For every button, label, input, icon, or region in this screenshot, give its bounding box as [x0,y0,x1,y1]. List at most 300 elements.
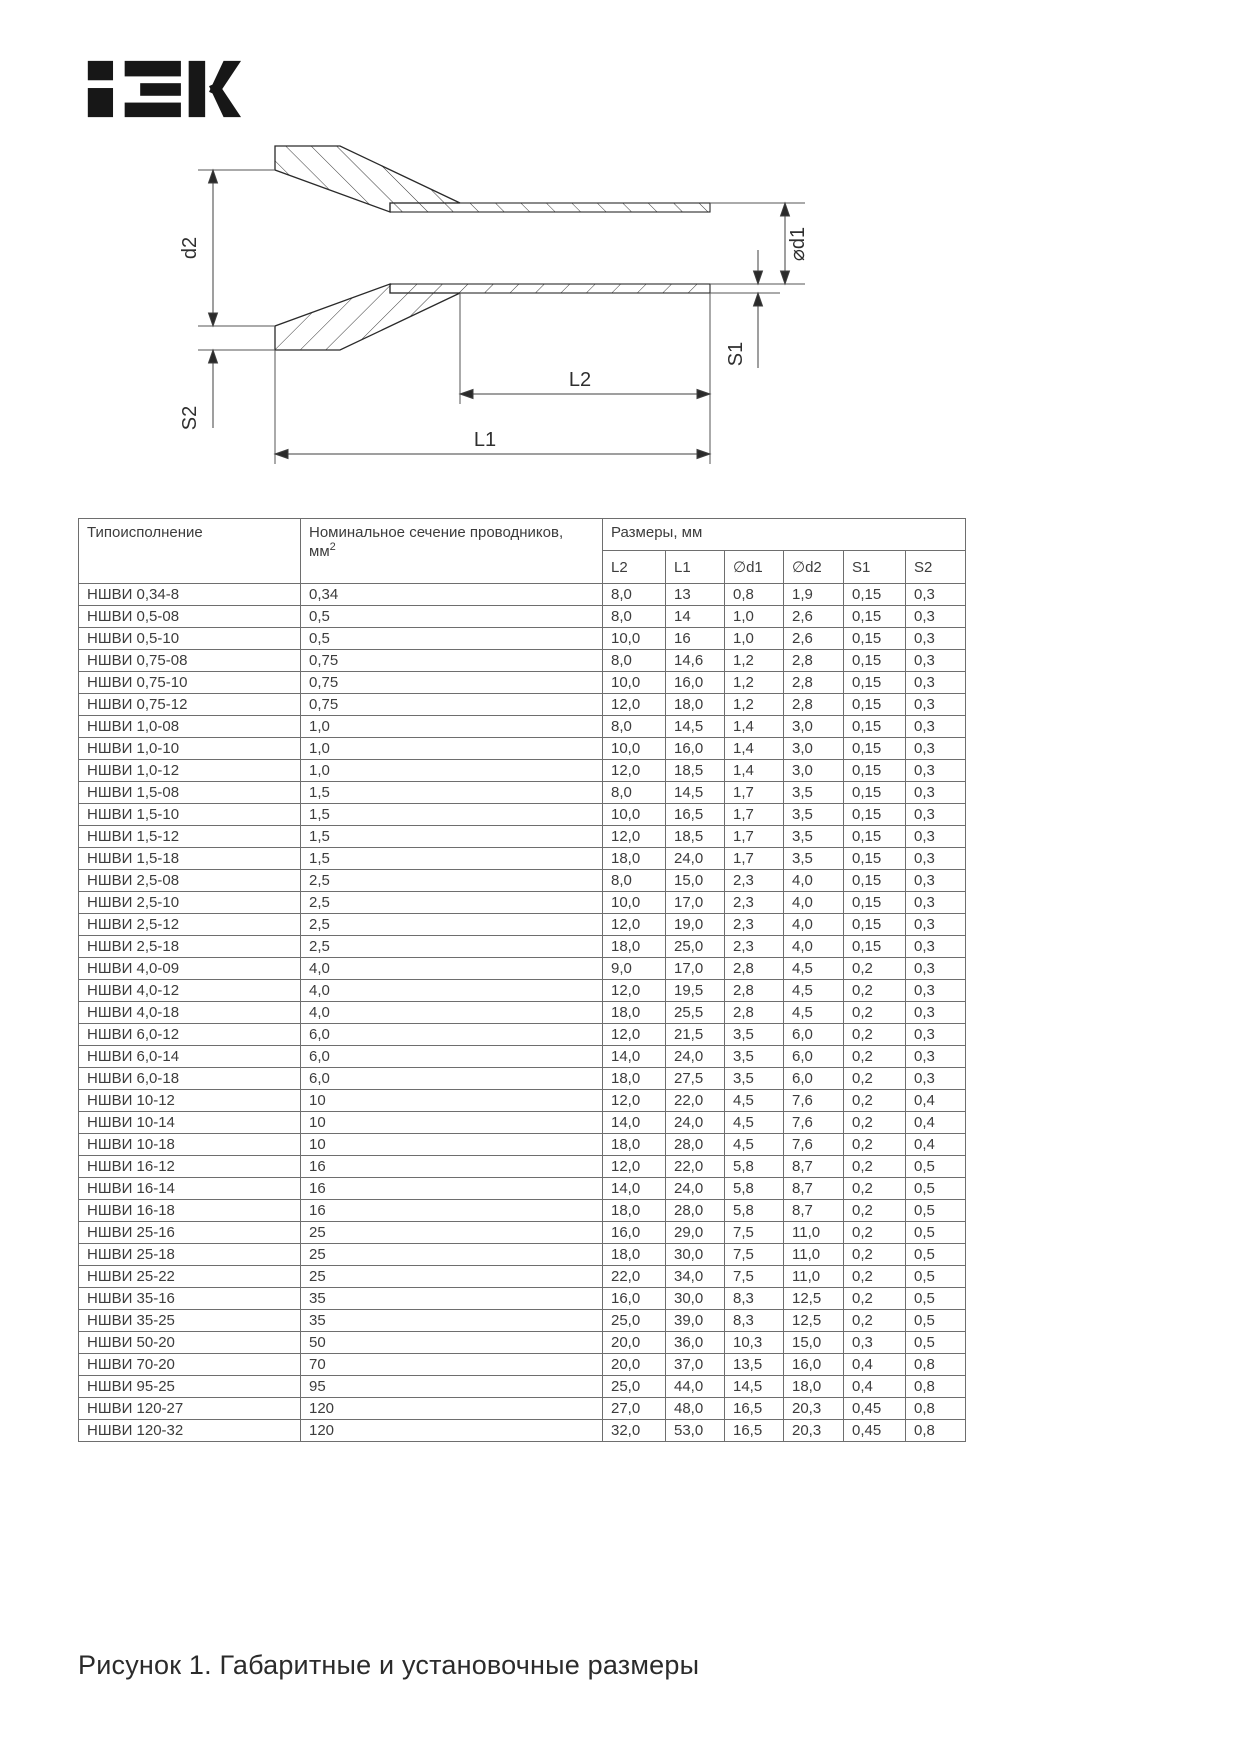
cell-value: 0,15 [844,628,906,650]
cell-value: 0,2 [844,980,906,1002]
cell-value: 0,2 [844,1046,906,1068]
cell-value: 3,5 [784,782,844,804]
cell-value: 0,5 [906,1222,966,1244]
cell-type: НШВИ 16-18 [79,1200,301,1222]
logo-e-top [125,61,181,77]
cell-value: 1,5 [301,826,603,848]
table-row [79,760,966,782]
cell-value: 10,0 [603,672,666,694]
cell-type: НШВИ 0,75-12 [79,694,301,716]
cell-value: 16,5 [725,1398,784,1420]
cell-value: 18,0 [603,848,666,870]
cell-value: 8,3 [725,1310,784,1332]
cell-value: 0,3 [906,1024,966,1046]
cell-value: 0,15 [844,716,906,738]
cell-value: 10,0 [603,738,666,760]
table-row [79,1002,966,1024]
cell-value: 3,0 [784,760,844,782]
cell-value: 3,0 [784,738,844,760]
cell-value: 1,2 [725,672,784,694]
cell-value: 5,8 [725,1200,784,1222]
cell-value: 12,0 [603,1024,666,1046]
cell-value: 15,0 [784,1332,844,1354]
cell-value: 8,0 [603,870,666,892]
cell-value: 12,0 [603,694,666,716]
cell-value: 4,0 [301,980,603,1002]
cell-value: 34,0 [666,1266,725,1288]
cell-value: 0,3 [906,782,966,804]
cell-value: 27,5 [666,1068,725,1090]
cell-value: 0,3 [906,1046,966,1068]
cell-value: 4,5 [725,1090,784,1112]
cell-value: 18,0 [603,1002,666,1024]
cell-value: 0,15 [844,870,906,892]
cell-value: 18,0 [603,1134,666,1156]
cell-type: НШВИ 0,5-08 [79,606,301,628]
cell-value: 13 [666,584,725,606]
cell-value: 12,5 [784,1310,844,1332]
cell-value: 0,5 [906,1332,966,1354]
table-row [79,958,966,980]
cell-value: 25,0 [603,1376,666,1398]
cell-type: НШВИ 4,0-12 [79,980,301,1002]
logo-i-dot [88,61,113,80]
cell-value: 12,0 [603,914,666,936]
cell-value: 15,0 [666,870,725,892]
cell-value: 0,15 [844,848,906,870]
dimensions-table-body [79,584,966,1442]
cell-value: 12,0 [603,1090,666,1112]
cell-type: НШВИ 16-12 [79,1156,301,1178]
cell-value: 0,2 [844,1200,906,1222]
dimension-drawing [140,128,840,478]
table-row [79,936,966,958]
cell-value: 16,0 [666,672,725,694]
cell-value: 28,0 [666,1134,725,1156]
cell-value: 29,0 [666,1222,725,1244]
cell-value: 4,5 [725,1134,784,1156]
figure-caption: Рисунок 1. Габаритные и установочные размеры [78,1650,700,1680]
cell-value: 0,5 [906,1178,966,1200]
cell-value: 20,0 [603,1354,666,1376]
cell-value: 4,0 [301,1002,603,1024]
cell-type: НШВИ 120-27 [79,1398,301,1420]
cell-value: 16,0 [603,1288,666,1310]
table-row [79,1200,966,1222]
cell-value: 14,6 [666,650,725,672]
cell-value: 11,0 [784,1244,844,1266]
cell-value: 8,0 [603,716,666,738]
col-header-d2: ∅d2 [784,551,844,584]
table-row [79,1354,966,1376]
cell-value: 0,3 [906,628,966,650]
logo-i-stem [88,88,113,117]
cell-value: 17,0 [666,958,725,980]
cell-value: 7,6 [784,1090,844,1112]
table-row [79,1134,966,1156]
cell-value: 36,0 [666,1332,725,1354]
table-row [79,1222,966,1244]
cell-value: 12,5 [784,1288,844,1310]
cell-value: 0,8 [906,1376,966,1398]
cell-type: НШВИ 35-25 [79,1310,301,1332]
cell-value: 3,5 [784,848,844,870]
dim-label-s1: S1 [725,341,747,367]
cell-value: 0,2 [844,1002,906,1024]
cell-value: 6,0 [301,1046,603,1068]
cell-value: 0,3 [906,1002,966,1024]
cell-value: 8,0 [603,584,666,606]
cell-value: 3,5 [725,1068,784,1090]
cell-value: 18,0 [603,936,666,958]
cell-value: 4,5 [784,1002,844,1024]
cell-value: 25 [301,1266,603,1288]
col-header-d1: ∅d1 [725,551,784,584]
cell-value: 0,2 [844,1310,906,1332]
table-row [79,628,966,650]
cell-value: 44,0 [666,1376,725,1398]
cell-value: 0,2 [844,1134,906,1156]
cell-value: 7,6 [784,1134,844,1156]
cell-value: 22,0 [666,1090,725,1112]
table-row [79,672,966,694]
col-header-s1: S1 [844,551,906,584]
cell-value: 0,15 [844,584,906,606]
table-row [79,1046,966,1068]
cell-value: 2,8 [725,980,784,1002]
cell-value: 13,5 [725,1354,784,1376]
cell-value: 70 [301,1354,603,1376]
cell-value: 0,5 [906,1156,966,1178]
cell-value: 18,0 [666,694,725,716]
cell-value: 7,5 [725,1266,784,1288]
cell-value: 0,5 [301,606,603,628]
cell-value: 0,8 [906,1398,966,1420]
cell-value: 16,5 [725,1420,784,1442]
table-row [79,980,966,1002]
dim-label-l2: L2 [568,369,592,391]
cell-value: 24,0 [666,1178,725,1200]
cell-value: 2,5 [301,870,603,892]
table-row [79,1266,966,1288]
cell-value: 18,5 [666,826,725,848]
cell-value: 10,0 [603,804,666,826]
cell-value: 0,2 [844,1156,906,1178]
cell-type: НШВИ 10-12 [79,1090,301,1112]
collar-top-section [275,146,460,212]
cell-type: НШВИ 1,0-08 [79,716,301,738]
table-row [79,1112,966,1134]
col-header-type: Типоисполнение [79,519,301,584]
cell-value: 14 [666,606,725,628]
cell-value: 10 [301,1090,603,1112]
cell-type: НШВИ 1,5-18 [79,848,301,870]
cell-value: 1,0 [301,716,603,738]
cell-value: 95 [301,1376,603,1398]
cell-value: 18,0 [784,1376,844,1398]
cell-value: 4,5 [784,980,844,1002]
table-row [79,694,966,716]
cell-value: 0,2 [844,1024,906,1046]
cell-value: 3,5 [784,826,844,848]
cell-value: 0,15 [844,760,906,782]
cell-value: 8,7 [784,1156,844,1178]
cell-value: 39,0 [666,1310,725,1332]
table-row [79,1332,966,1354]
cell-value: 22,0 [603,1266,666,1288]
cell-value: 0,3 [906,606,966,628]
cell-value: 16 [301,1200,603,1222]
table-row [79,1156,966,1178]
table-row [79,804,966,826]
cell-value: 14,5 [666,716,725,738]
table-row [79,606,966,628]
table-row [79,1420,966,1442]
cell-value: 2,3 [725,892,784,914]
col-header-section: Номинальное сечение проводников, $мм^2$ [301,519,603,584]
cell-value: 11,0 [784,1222,844,1244]
col-header-l2: L2 [603,551,666,584]
cell-value: 1,4 [725,738,784,760]
cell-value: 16,0 [603,1222,666,1244]
cell-value: 10,0 [603,628,666,650]
cell-value: 0,3 [906,1068,966,1090]
cell-value: 3,5 [725,1046,784,1068]
cell-type: НШВИ 2,5-10 [79,892,301,914]
cell-value: 7,5 [725,1244,784,1266]
cell-value: 2,5 [301,914,603,936]
cell-value: 1,4 [725,716,784,738]
cell-value: 7,6 [784,1112,844,1134]
cell-value: 0,5 [906,1266,966,1288]
cell-value: 0,45 [844,1420,906,1442]
cell-value: 25 [301,1244,603,1266]
cell-value: 1,5 [301,782,603,804]
cell-value: 16,0 [784,1354,844,1376]
cell-value: 30,0 [666,1244,725,1266]
cell-value: 6,0 [301,1024,603,1046]
cell-value: 4,0 [784,936,844,958]
cell-type: НШВИ 4,0-18 [79,1002,301,1024]
cell-type: НШВИ 0,34-8 [79,584,301,606]
tube-bottom-wall [390,284,710,293]
cell-value: 2,8 [725,1002,784,1024]
cell-value: 0,3 [906,848,966,870]
cell-value: 4,0 [784,870,844,892]
cell-value: 20,0 [603,1332,666,1354]
cell-value: 0,3 [906,804,966,826]
cell-value: 18,0 [603,1200,666,1222]
cell-value: 0,15 [844,804,906,826]
cell-type: НШВИ 1,5-12 [79,826,301,848]
cell-type: НШВИ 50-20 [79,1332,301,1354]
cell-type: НШВИ 2,5-12 [79,914,301,936]
cell-type: НШВИ 70-20 [79,1354,301,1376]
cell-value: 0,8 [906,1420,966,1442]
cell-value: 0,3 [906,892,966,914]
cell-value: 0,15 [844,782,906,804]
dim-label-s2: S2 [179,405,201,431]
cell-value: 14,5 [666,782,725,804]
cell-value: 0,2 [844,1068,906,1090]
cell-value: 0,3 [906,650,966,672]
table-row [79,1244,966,1266]
cell-value: 120 [301,1420,603,1442]
cell-value: 0,3 [906,870,966,892]
table-row [79,1398,966,1420]
cell-value: 0,5 [906,1310,966,1332]
cell-type: НШВИ 10-14 [79,1112,301,1134]
collar-bottom-section [275,284,460,350]
cell-value: 0,75 [301,694,603,716]
cell-value: 12,0 [603,826,666,848]
table-row [79,650,966,672]
cell-value: 0,2 [844,1222,906,1244]
cell-type: НШВИ 1,0-12 [79,760,301,782]
cell-value: 11,0 [784,1266,844,1288]
cell-value: 24,0 [666,848,725,870]
logo-k-stem [189,61,205,117]
cell-value: 27,0 [603,1398,666,1420]
cell-value: 6,0 [301,1068,603,1090]
cell-type: НШВИ 35-16 [79,1288,301,1310]
cell-value: 8,7 [784,1178,844,1200]
cell-value: 0,3 [906,958,966,980]
cell-type: НШВИ 2,5-18 [79,936,301,958]
cell-value: 2,3 [725,914,784,936]
cell-value: 0,15 [844,826,906,848]
dimensions-table [78,518,966,1442]
cell-value: 20,3 [784,1398,844,1420]
cell-value: 4,5 [784,958,844,980]
cell-value: 18,5 [666,760,725,782]
table-row [79,1376,966,1398]
cell-value: 0,4 [906,1134,966,1156]
cell-value: 0,75 [301,650,603,672]
cell-value: 1,0 [301,738,603,760]
cell-value: 0,2 [844,1090,906,1112]
cell-value: 16,0 [666,738,725,760]
table-row [79,870,966,892]
cell-value: 28,0 [666,1200,725,1222]
cell-type: НШВИ 25-22 [79,1266,301,1288]
cell-value: 12,0 [603,1156,666,1178]
cell-value: 4,5 [725,1112,784,1134]
cell-type: НШВИ 25-16 [79,1222,301,1244]
cell-value: 19,5 [666,980,725,1002]
cell-value: 1,7 [725,826,784,848]
table-row [79,716,966,738]
cell-type: НШВИ 1,5-08 [79,782,301,804]
cell-value: 0,2 [844,1244,906,1266]
cell-value: 0,5 [906,1244,966,1266]
cell-value: 7,5 [725,1222,784,1244]
cell-value: 18,0 [603,1244,666,1266]
cell-value: 12,0 [603,980,666,1002]
cell-value: 2,8 [725,958,784,980]
cell-value: 2,3 [725,870,784,892]
cell-value: 0,15 [844,738,906,760]
cell-type: НШВИ 6,0-14 [79,1046,301,1068]
cell-value: 0,3 [906,672,966,694]
cell-value: 2,3 [725,936,784,958]
cell-value: 9,0 [603,958,666,980]
cell-value: 0,15 [844,650,906,672]
cell-type: НШВИ 10-18 [79,1134,301,1156]
cell-value: 0,3 [906,760,966,782]
cell-value: 21,5 [666,1024,725,1046]
cell-value: 8,0 [603,606,666,628]
cell-value: 0,15 [844,694,906,716]
cell-value: 0,3 [906,584,966,606]
dim-label-d2: d2 [179,236,201,260]
cell-value: 22,0 [666,1156,725,1178]
cell-value: 0,2 [844,958,906,980]
cell-value: 0,5 [906,1200,966,1222]
cell-value: 8,7 [784,1200,844,1222]
cell-value: 1,4 [725,760,784,782]
table-row [79,892,966,914]
cell-value: 8,3 [725,1288,784,1310]
cell-value: 0,15 [844,914,906,936]
cell-value: 0,3 [906,694,966,716]
cell-value: 50 [301,1332,603,1354]
cell-value: 17,0 [666,892,725,914]
cell-type: НШВИ 2,5-08 [79,870,301,892]
cell-value: 32,0 [603,1420,666,1442]
logo-e-bottom [125,103,181,118]
cell-value: 12,0 [603,760,666,782]
cell-value: 3,0 [784,716,844,738]
cell-value: 1,0 [301,760,603,782]
cell-value: 37,0 [666,1354,725,1376]
cell-value: 0,45 [844,1398,906,1420]
cell-value: 0,15 [844,606,906,628]
cell-value: 2,8 [784,650,844,672]
cell-value: 1,9 [784,584,844,606]
cell-value: 0,5 [301,628,603,650]
cell-value: 4,0 [784,914,844,936]
cell-value: 8,0 [603,782,666,804]
cell-value: 8,0 [603,650,666,672]
cell-type: НШВИ 1,0-10 [79,738,301,760]
cell-value: 1,7 [725,848,784,870]
table-row [79,848,966,870]
cell-value: 10,0 [603,892,666,914]
cell-type: НШВИ 1,5-10 [79,804,301,826]
cell-value: 53,0 [666,1420,725,1442]
cell-value: 1,2 [725,694,784,716]
cell-type: НШВИ 4,0-09 [79,958,301,980]
cell-value: 18,0 [603,1068,666,1090]
cell-value: 0,3 [906,716,966,738]
cell-value: 2,8 [784,672,844,694]
cell-value: 14,5 [725,1376,784,1398]
cell-value: 0,34 [301,584,603,606]
table-row [79,1310,966,1332]
cell-value: 16,5 [666,804,725,826]
col-header-l1: L1 [666,551,725,584]
cell-value: 10,3 [725,1332,784,1354]
cell-value: 1,0 [725,606,784,628]
cell-value: 0,4 [906,1112,966,1134]
cell-value: 1,7 [725,804,784,826]
table-row [79,584,966,606]
cell-type: НШВИ 95-25 [79,1376,301,1398]
cell-value: 5,8 [725,1156,784,1178]
table-row [79,1024,966,1046]
cell-value: 1,0 [725,628,784,650]
